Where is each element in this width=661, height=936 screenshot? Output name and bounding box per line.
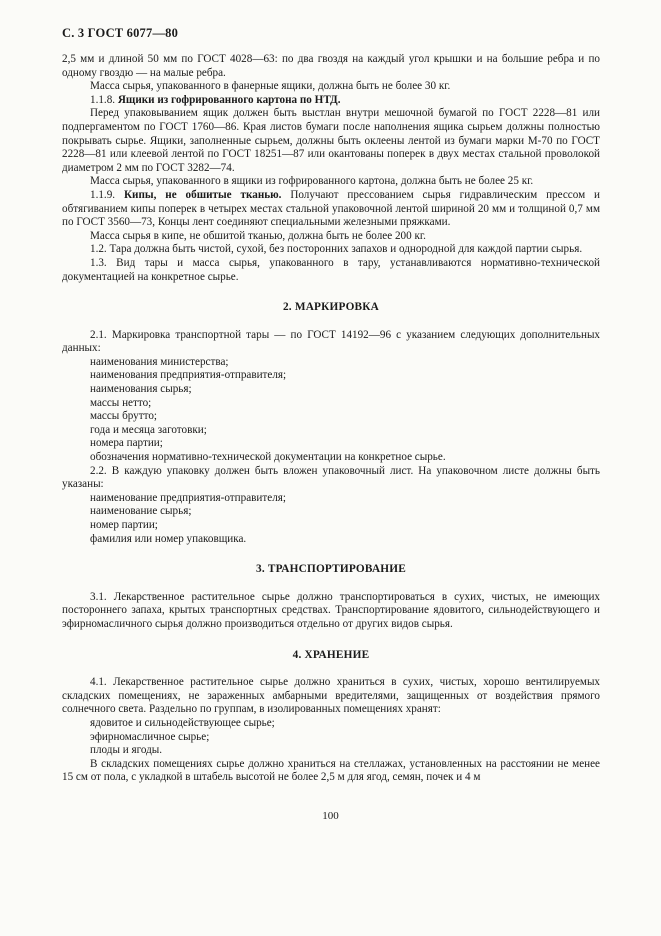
paragraph: 1.3. Вид тары и масса сырья, упакованного в тару, устанавливаются нормативно-технической документацией на конкретное сырье. (62, 256, 600, 283)
clause-paragraph (62, 189, 600, 230)
marking-list (62, 356, 600, 465)
section-title-marking: 2. МАРКИРОВКА (282, 301, 380, 314)
paragraph: В складских помещениях сырье должно храниться на стеллажах, установленных на расстоянии не менее 15 см от пола, с укладкой в штабель высотой не более 2,5 м для ягод, семян, почек и 4 м (62, 757, 600, 784)
paragraph: 4.1. Лекарственное растительное сырье должно храниться в сухих, чистых, хорошо вентилируемых складских помещениях, не зараженных амбарными вредителями, защищенных от воздействия прямого солнечного света. Раздельно по группам, в изолированных помещениях хранят: (62, 676, 600, 716)
list-item: ядовитое и сильнодействующее сырье; (90, 716, 275, 729)
list-item: массы нетто; (90, 396, 152, 409)
list-item: плоды и ягоды. (90, 744, 163, 757)
list-item: наименование предприятия-отправителя; (90, 491, 286, 504)
list-item: обозначения нормативно-технической документации на конкретное сырье. (90, 451, 446, 464)
paragraph: 2.2. В каждую упаковку должен быть вложен упаковочный лист. На упаковочном листе должны быть указаны: (62, 464, 600, 491)
list-item: наименования сырья; (90, 383, 192, 396)
section-title-transport: 3. ТРАНСПОРТИРОВАНИЕ (255, 563, 407, 576)
paragraph: 2.1. Маркировка транспортной тары — по ГОСТ 14192—96 с указанием следующих дополнительных данных: (62, 328, 600, 355)
list-item: наименования предприятия-отправителя; (90, 369, 287, 382)
list-item: наименования министерства; (90, 355, 229, 368)
clause-title: Кипы, не обшитые тканью. (123, 188, 282, 201)
list-item: фамилия или номер упаковщика. (90, 532, 247, 545)
clause-title: Ящики из гофрированного картона по НТД. (117, 93, 341, 106)
paragraph: Масса сырья в кипе, не обшитой тканью, должна быть не более 200 кг. (90, 229, 426, 242)
list-item: года и месяца заготовки; (90, 423, 207, 436)
list-item: номер партии; (90, 519, 158, 531)
clause-heading (62, 94, 600, 108)
list-item: массы брутто; (90, 410, 157, 423)
list-item: наименование сырья; (90, 505, 192, 518)
clause-number: 1.1.9. (90, 188, 116, 201)
list-item: номера партии; (90, 437, 163, 450)
paragraph: 2,5 мм и длиной 50 мм по ГОСТ 4028—63: по два гвоздя на каждый угол крышки и на большие ребра и по одному гвоздю — на малые ребра. (62, 53, 600, 79)
paragraph: Масса сырья, упакованного в ящики из гофрированного картона, должна быть не более 25 кг. (90, 175, 534, 188)
page-content (62, 53, 600, 785)
paragraph: Перед упаковыванием ящик должен быть выстлан внутри мешочной бумагой по ГОСТ 2228—81 или подпергаментом по ГОСТ 1760—86. Края листов бумаги после наполнения ящика сырьем должны полностью покрывать сырье. Ящики, заполненные сырьем, должны быть оклеены лентой из бумаги марки М-70 по ГОСТ 2228—81 или клеевой лентой по ГОСТ 18251—87 или окантованы поперек в двух местах стальной проволокой диаметром 2 мм по ГОСТ 3282—74. (62, 107, 600, 174)
clause-number: 1.1.8. (90, 93, 116, 106)
packing-list (62, 492, 600, 546)
section-title-storage: 4. ХРАНЕНИЕ (292, 648, 370, 661)
list-item: эфирномасличное сырье; (90, 730, 210, 743)
page-number: 100 (322, 810, 339, 822)
paragraph: Масса сырья, упакованного в фанерные ящики, должна быть не более 30 кг. (90, 80, 451, 93)
paragraph: 3.1. Лекарственное растительное сырье должно транспортироваться в сухих, чистых, не имеющих постороннего запаха, крытых транспортных средствах. Транспортирование ядовитого, сильнодействующего и эфирномасличного сырья должно производиться отдельно от других видов сырья. (62, 590, 600, 630)
page-header: С. 3 ГОСТ 6077—80 (62, 26, 179, 40)
paragraph: 1.2. Тара должна быть чистой, сухой, без посторонних запахов и однородной для каждой партии сырья. (90, 243, 583, 256)
clause-text: Получают прессованием сырья гидравлическим прессом и обтягиванием кипы поперек в четырех местах стальной упаковочной лентой шириной 20 мм и толщиной 0,7 мм по ГОСТ 3560—73, Концы лент соединяют специальными железными пряжками. (62, 188, 600, 229)
storage-list (62, 717, 600, 758)
